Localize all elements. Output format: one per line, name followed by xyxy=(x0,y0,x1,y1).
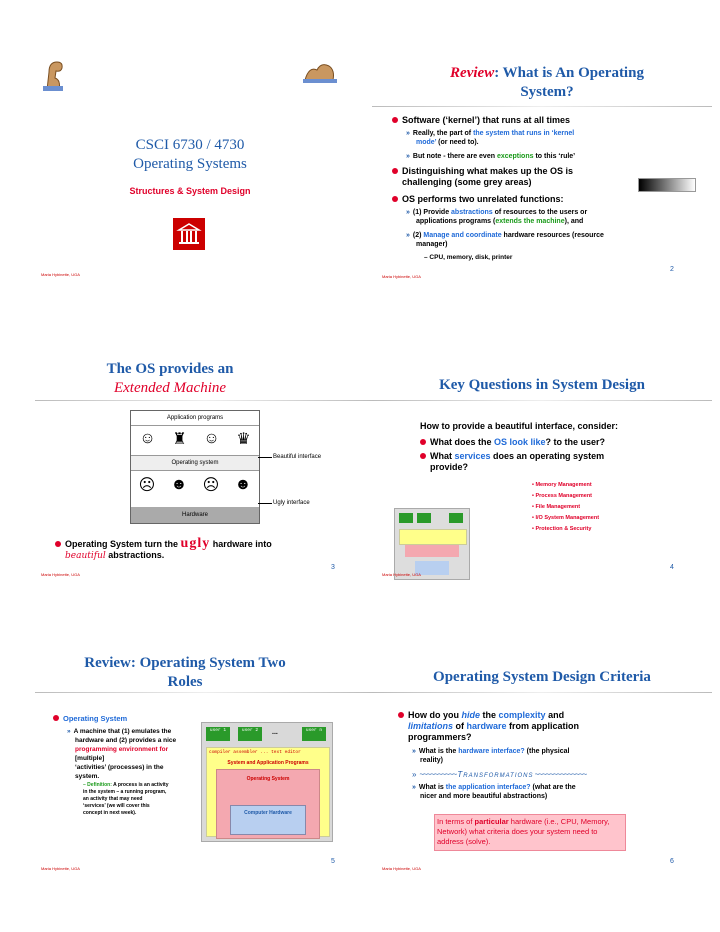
page-number: 6 xyxy=(670,858,674,865)
slide-2 xyxy=(372,50,712,320)
faces-row-top: ☺ ♜ ☺ ♛ xyxy=(139,430,251,448)
transformations-word: Transformations xyxy=(457,770,534,779)
slide-3 xyxy=(35,358,375,628)
layer-application: Application programs xyxy=(131,411,259,426)
page-number: 4 xyxy=(670,564,674,571)
page-number: 3 xyxy=(331,564,335,571)
slide-title: Operating System Design Criteria xyxy=(433,669,651,685)
slide-footer: Maria Hybinette, UGA xyxy=(41,272,80,277)
small-os-diagram xyxy=(394,508,470,580)
service-item: • I/O System Management xyxy=(532,515,600,521)
uga-logo xyxy=(173,218,205,250)
hardware-label: Computer Hardware xyxy=(244,810,292,816)
layers-figure xyxy=(130,410,260,524)
title-review: Review xyxy=(450,65,495,81)
slide-6 xyxy=(372,650,712,920)
dinosaur-logo-left xyxy=(41,58,67,92)
title-line1: Review: Operating System Two xyxy=(84,655,286,671)
question-look: What does the OS look like? to the user? xyxy=(420,437,605,448)
sysapps-label: System and Application Programs xyxy=(227,760,309,766)
title-rest: : What is An Operating xyxy=(494,65,644,81)
user-dots: ... xyxy=(272,729,278,736)
slide-footer: Maria Hybinette, UGA xyxy=(382,866,421,871)
sub-bullet-kernel: » Really, the part of the system that runs in ‘kernel mode’ (or need to). xyxy=(406,130,575,146)
sub-bullet-application-interface: » What is the application interface? (what are the nicer and more beautiful abstractions) xyxy=(412,784,576,800)
slide-title xyxy=(55,360,285,398)
layer-hardware: Hardware xyxy=(131,507,259,523)
title-line2: System? xyxy=(520,84,574,100)
word-ugly: ugly xyxy=(180,536,211,551)
title-line2: Extended Machine xyxy=(113,380,227,396)
bullet-distinguishing: Distinguishing what makes up the OS is challenging (some grey areas) xyxy=(392,166,573,188)
word-beautiful: beautiful xyxy=(65,551,106,561)
criteria-note: In terms of particular hardware (i.e., CPU, Memory, Network) what criteria does your system need to address (solve). xyxy=(434,814,626,851)
transformations-line: » ~~~~~~~~~~ Transformations ~~~~~~~~~~~~~~ xyxy=(412,770,587,779)
title-line1: The OS provides an xyxy=(106,361,234,377)
title-rule xyxy=(35,400,375,401)
faces-row-bottom: ☹ ☻ ☹ ☻ xyxy=(138,476,252,494)
slide-footer: Maria Hybinette, UGA xyxy=(41,572,80,577)
page-number: 5 xyxy=(331,858,335,865)
bullet-operating-system: Operating System xyxy=(53,714,127,723)
sub-bullet-exceptions: » But note - there are even exceptions to this ‘rule’ xyxy=(406,153,576,160)
definition-block: – Definition: A process is an activity in the system – a running program, an activity that may need ‘services’ (we will cover this concept in next week). xyxy=(83,782,169,816)
gradient-bar xyxy=(638,178,696,192)
title-rule xyxy=(372,692,712,693)
page-number: 2 xyxy=(670,266,674,273)
hardware-layer xyxy=(230,805,306,835)
sub-bullet-machine: » A machine that (1) emulates the hardware and (2) provides a nice programming environment for [multiple] ‘activities’ (processes) in the system. xyxy=(67,728,177,780)
slide-1 xyxy=(35,50,375,320)
services-list xyxy=(532,480,599,535)
sub-bullet-manage: » (2) Manage and coordinate hardware resources (resource manager) xyxy=(406,232,604,248)
service-item: • Memory Management xyxy=(532,482,592,488)
slide-4 xyxy=(372,358,712,628)
sub-bullet-abstractions: » (1) Provide abstractions of resources to the users or applications programs (extends the machine), and xyxy=(406,209,588,225)
bullet-software: Software (‘kernel’) that runs at all times xyxy=(392,115,570,126)
user-box-n: user n xyxy=(302,727,326,741)
course-title xyxy=(75,136,305,174)
service-item: • File Management xyxy=(532,504,581,510)
service-item: • Process Management xyxy=(532,493,593,499)
slide-title xyxy=(45,654,325,692)
course-title-line1: CSCI 6730 / 4730 xyxy=(135,137,245,153)
question-services: What services does an operating system provide? xyxy=(420,451,604,473)
os-label: Operating System xyxy=(246,776,290,782)
title-rule xyxy=(372,106,712,107)
layer-os: Operating system xyxy=(131,455,259,471)
bullet-ugly-beautiful: Operating System turn the ugly hardware into beautiful abstractions. xyxy=(55,538,345,562)
title-rule xyxy=(372,400,712,401)
line-beautiful xyxy=(258,457,272,458)
slide-footer: Maria Hybinette, UGA xyxy=(382,572,421,577)
slide-5 xyxy=(35,650,375,920)
label-ugly-interface: Ugly interface xyxy=(273,500,310,506)
slide-title: Key Questions in System Design xyxy=(439,377,645,393)
intro-text: How to provide a beautiful interface, consider: xyxy=(420,421,619,431)
label-beautiful-interface: Beautiful interface xyxy=(273,454,322,460)
title-line2: Roles xyxy=(167,674,203,690)
bullet-two-functions: OS performs two unrelated functions: xyxy=(392,194,564,205)
slide-title xyxy=(402,64,692,102)
user-box-1: user 1 xyxy=(206,727,230,741)
dinosaur-logo-right xyxy=(303,60,337,84)
course-title-line2: Operating Systems xyxy=(133,156,247,172)
title-rule xyxy=(35,692,375,693)
bullet-hide-complexity: How do you hide the complexity and limitations of hardware from application programmers? xyxy=(398,710,678,743)
tools-row: compiler assembler ... text editor xyxy=(209,750,301,755)
system-layers-figure xyxy=(201,722,333,842)
service-item: • Protection & Security xyxy=(532,526,592,532)
sub-sub-bullet-devices: – CPU, memory, disk, printer xyxy=(424,254,513,261)
line-ugly xyxy=(258,503,272,504)
sub-bullet-hardware-interface: » What is the hardware interface? (the physical reality) xyxy=(412,748,570,764)
course-subtitle: Structures & System Design xyxy=(129,186,251,196)
slide-footer: Maria Hybinette, UGA xyxy=(41,866,80,871)
user-box-2: user 2 xyxy=(238,727,262,741)
slide-footer: Maria Hybinette, UGA xyxy=(382,274,421,279)
